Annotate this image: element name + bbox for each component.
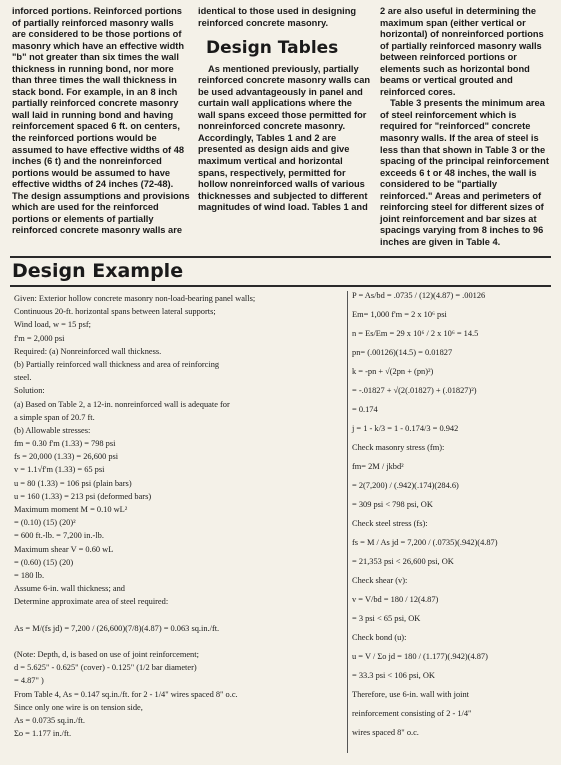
divider-rule [10,256,551,258]
equation-line: fm = 0.30 f'm (1.33) = 798 psi [14,439,116,449]
equation-line: = 21,353 psi < 26,600 psi, OK [352,557,454,566]
paragraph: Table 3 presents the minimum area of steel reinforcement which is required for "reinforced" concrete masonry walls. If the area of steel is less than that shown in Table 3 or the spacing of the principal reinforcement exceeds 6 t or 48 inches, the wall is considered to be "partially reinforced." Areas and perimeters of reinforcing steel for different sizes of joint reinforcement and bar sizes at spacings varying from 8 inches to 96 inches are given in Table 4. [380,98,549,247]
equation-line: (b) Allowable stresses: [14,425,91,435]
paragraph: 2 are also useful in determining the maximum span (either vertical or horizontal) of nonreinforced portions of partially reinforced masonry walls between reinforced portions or elements such as horizontal bond beams or vertical grouted and reinforced cores. [380,6,544,97]
text-column-3 [380,6,550,248]
equation-line: Therefore, use 6-in. wall with joint [352,690,469,699]
equation-line: = -.01827 + √(2(.01827) + (.01827)²) [352,386,477,395]
equation-line: Check masonry stress (fm): [352,443,445,452]
equation-line: fs = 20,000 (1.33) = 26,600 psi [14,452,119,462]
equation-line: Required: (a) Nonreinforced wall thickness. [14,346,162,356]
section-heading-design-tables: Design Tables [206,38,339,59]
equation-line: Since only one wire is on tension side, [14,702,143,712]
equation-line: Given: Exterior hollow concrete masonry non-load-bearing panel walls; [14,294,256,303]
equation-line: = 309 psi < 798 psi, OK [352,500,433,509]
text-column-2 [198,6,372,214]
equation-line: Check steel stress (fs): [352,519,428,528]
equation-line: u = 160 (1.33) = 213 psi (deformed bars) [14,491,152,501]
equation-line: Maximum shear V = 0.60 wL [14,544,114,554]
equation-line: u = 80 (1.33) = 106 psi (plain bars) [14,478,132,488]
equation-line: Check shear (v): [352,576,408,585]
equation-line: From Table 4, As = 0.147 sq.in./ft. for 2 - 1/4" wires spaced 8" o.c. [14,689,238,699]
paragraph: inforced portions. Reinforced portions of partially reinforced masonry walls are considered to be those portions of masonry which have an effective width "b" not greater than six times the wall thickness in running bond, nor more than three times the wall thickness in stack bond. For example, in an 8 inch partially reinforced concrete masonry wall laid in running bond and having reinforcement spaced 6 ft. on centers, the reinforced portions would be assumed to have effective widths of 48 inches (6 t) and the nonreinforced portions would be assumed to have effective widths of 24 inches (72-48). The design assumptions and provisions which are used for the reinforced portions or elements of partially reinforced concrete masonry walls are [12,6,190,236]
equation-line: As = 0.0735 sq.in./ft. [14,716,86,725]
paragraph: As mentioned previously, partially reinforced concrete masonry walls can be used advantageously in panel and curtain wall applications where the wall spans exceed those permitted for nonreinforced concrete masonry. Accordingly, Tables 1 and 2 are presented as design aids and give maximum vertical and horizontal spans, respectively, permitted for hollow nonreinforced walls of various thicknesses and subjected to different magnitudes of wind load. Tables 1 and [198,63,371,213]
equation-line: reinforcement consisting of 2 - 1/4" [352,709,472,718]
equation-line: = (0.10) (15) (20)² [14,518,76,528]
equation-line: pn= (.00126)(14.5) = 0.01827 [352,348,453,357]
equation-line [14,611,342,624]
example-left-column [14,294,342,742]
equation-line: steel. [14,373,32,383]
column-divider [347,291,348,753]
text-column-1 [12,6,190,237]
equation-line: = (0.60) (15) (20) [14,557,74,567]
equation-line: fs = M / As jd = 7,200 / (.0735)(.942)(4.87) [352,538,498,547]
equation-line: Determine approximate area of steel required: [14,597,169,607]
equation-line: u = V / Σo jd = 180 / (1.177)(.942)(4.87) [352,652,488,661]
equation-line: a simple span of 20.7 ft. [14,412,95,422]
equation-line: wires spaced 8" o.c. [352,728,419,737]
equation-line: = 3 psi < 65 psi, OK [352,614,421,623]
equation-line: Continuous 20-ft. horizontal spans between lateral supports; [14,307,216,317]
design-example-title: Design Example [12,260,184,282]
equation-line: P = As/bd = .0735 / (12)(4.87) = .00126 [352,291,486,300]
equation-line: (b) Partially reinforced wall thickness and area of reinforcing [14,359,220,369]
divider-rule [10,285,551,287]
equation-line: Check bond (u): [352,633,407,642]
equation-line: v = V/bd = 180 / 12(4.87) [352,595,439,604]
equation-line: = 4.87" ) [14,676,44,686]
equation-line: Assume 6-in. wall thickness; and [14,584,125,594]
equation-line: As = M/(fs jd) = 7,200 / (26,600)(7/8)(4.87) = 0.063 sq.in./ft. [14,623,220,633]
equation-line: j = 1 - k/3 = 1 - 0.174/3 = 0.942 [352,424,459,433]
equation-line: fm= 2M / jkbd² [352,462,404,471]
paragraph: identical to those used in designing reinforced concrete masonry. [198,6,357,28]
equation-line: = 0.174 [352,405,378,414]
example-right-column [352,291,552,747]
equation-line: v = 1.1√f'm (1.33) = 65 psi [14,465,105,475]
equation-line: = 180 lb. [14,570,45,580]
equation-line: Solution: [14,386,45,396]
equation-line: Wind load, w = 15 psf; [14,320,91,330]
equation-line: n = Es/Em = 29 x 10⁶ / 2 x 10⁶ = 14.5 [352,329,479,338]
equation-line: = 2(7,200) / (.942)(.174)(284.6) [352,481,459,490]
equation-line: Σo = 1.177 in./ft. [14,729,72,739]
equation-line: = 33.3 psi < 106 psi, OK [352,671,435,680]
equation-line: Maximum moment M = 0.10 wL² [14,505,128,514]
equation-line: (a) Based on Table 2, a 12-in. nonreinforced wall is adequate for [14,399,230,409]
equation-line [14,637,342,650]
equation-line: f'm = 2,000 psi [14,333,65,343]
equation-line: = 600 ft.-lb. = 7,200 in.-lb. [14,531,104,541]
equation-line: k = -pn + √(2pn + (pn)²) [352,367,434,376]
equation-line: Em= 1,000 f'm = 2 x 10⁶ psi [352,310,447,319]
equation-line: (Note: Depth, d, is based on use of joint reinforcement; [14,650,199,660]
equation-line: d = 5.625" - 0.625" (cover) - 0.125" (1/2 bar diameter) [14,663,197,673]
